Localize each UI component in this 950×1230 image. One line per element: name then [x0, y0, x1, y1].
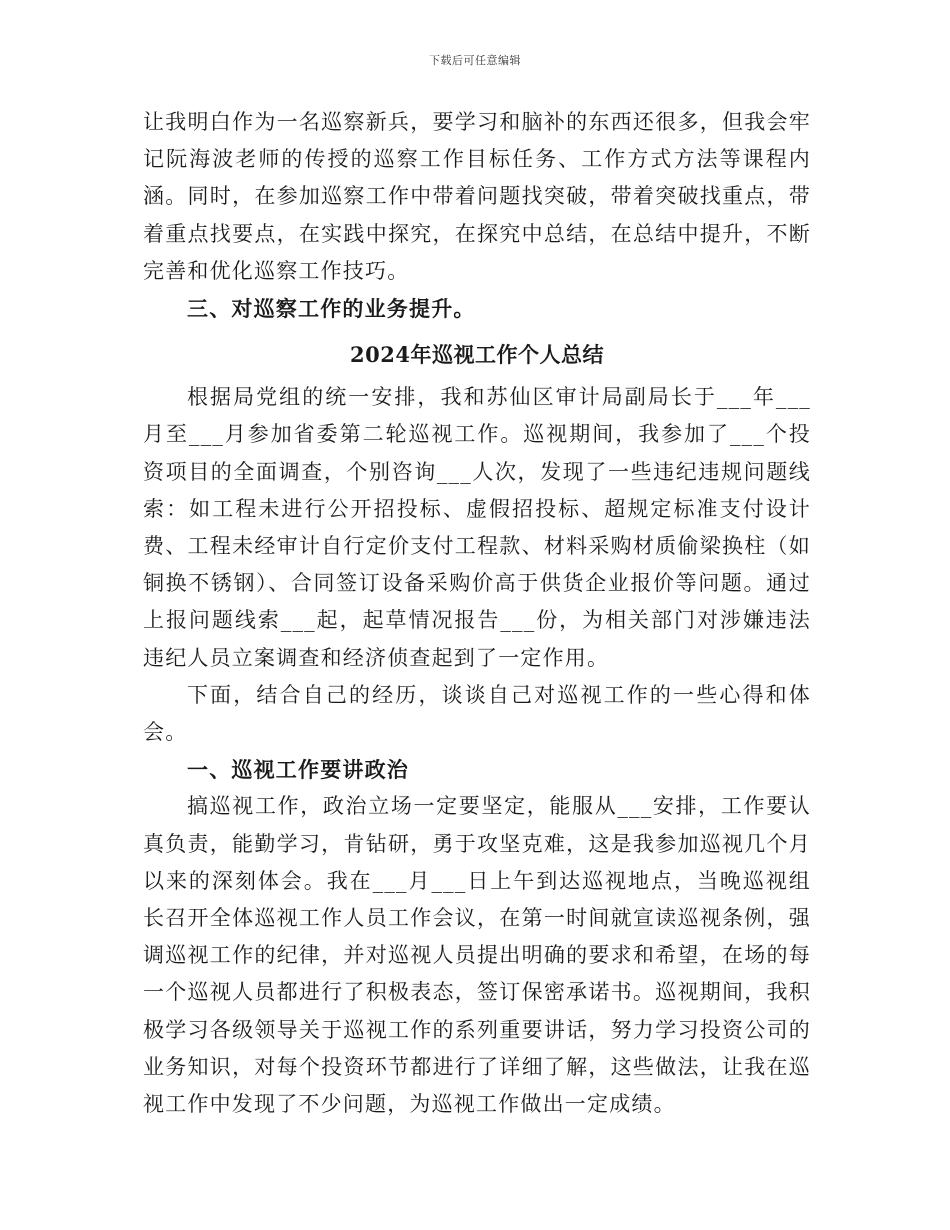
section-heading-1: 一、巡视工作要讲政治	[187, 757, 409, 783]
paragraph-2: 下面，结合自己的经历，谈谈自己对巡视工作的一些心得和体会。	[143, 682, 811, 745]
page-header: 下载后可任意编辑	[429, 54, 521, 67]
document-body	[143, 104, 811, 1123]
document-title: 2024年巡视工作个人总结	[350, 342, 604, 368]
paragraph-intro: 让我明白作为一名巡察新兵，要学习和脑补的东西还很多，但我会牢记阮海波老师的传授的巡察工作目标任务、工作方式方法等课程内涵。同时，在参加巡察工作中带着问题找突破，带着突破找重点，带着重点找要点，在实践中探究，在探究中总结，在总结中提升，不断完善和优化巡察工作技巧。	[143, 110, 811, 283]
paragraph-1: 根据局党组的统一安排，我和苏仙区审计局副局长于___年___月至___月参加省委第二轮巡视工作。巡视期间，我参加了___个投资项目的全面调查，个别咨询___人次，发现了一些违纪违规问题线索：如工程未进行公开招投标、虚假招投标、超规定标准支付设计费、工程未经审计自行定价支付工程款、材料采购材质偷梁换柱（如铜换不锈钢）、合同签订设备采购价高于供货企业报价等问题。通过上报问题线索___起，起草情况报告___份，为相关部门对涉嫌违法违纪人员立案调查和经济侦查起到了一定作用。	[143, 385, 811, 670]
paragraph-3: 搞巡视工作，政治立场一定要坚定，能服从___安排，工作要认真负责，能勤学习，肯钻研，勇于攻坚克难，这是我参加巡视几个月以来的深刻体会。我在___月___日上午到达巡视地点，当晚巡视组长召开全体巡视工作人员工作会议，在第一时间就宣读巡视条例，强调巡视工作的纪律，并对巡视人员提出明确的要求和希望，在场的每一个巡视人员都进行了积极表态，签订保密承诺书。巡视期间，我积极学习各级领导关于巡视工作的系列重要讲话，努力学习投资公司的业务知识，对每个投资环节都进行了详细了解，这些做法，让我在巡视工作中发现了不少问题，为巡视工作做出一定成绩。	[143, 794, 811, 1117]
section-heading-3: 三、对巡察工作的业务提升。	[187, 296, 476, 322]
